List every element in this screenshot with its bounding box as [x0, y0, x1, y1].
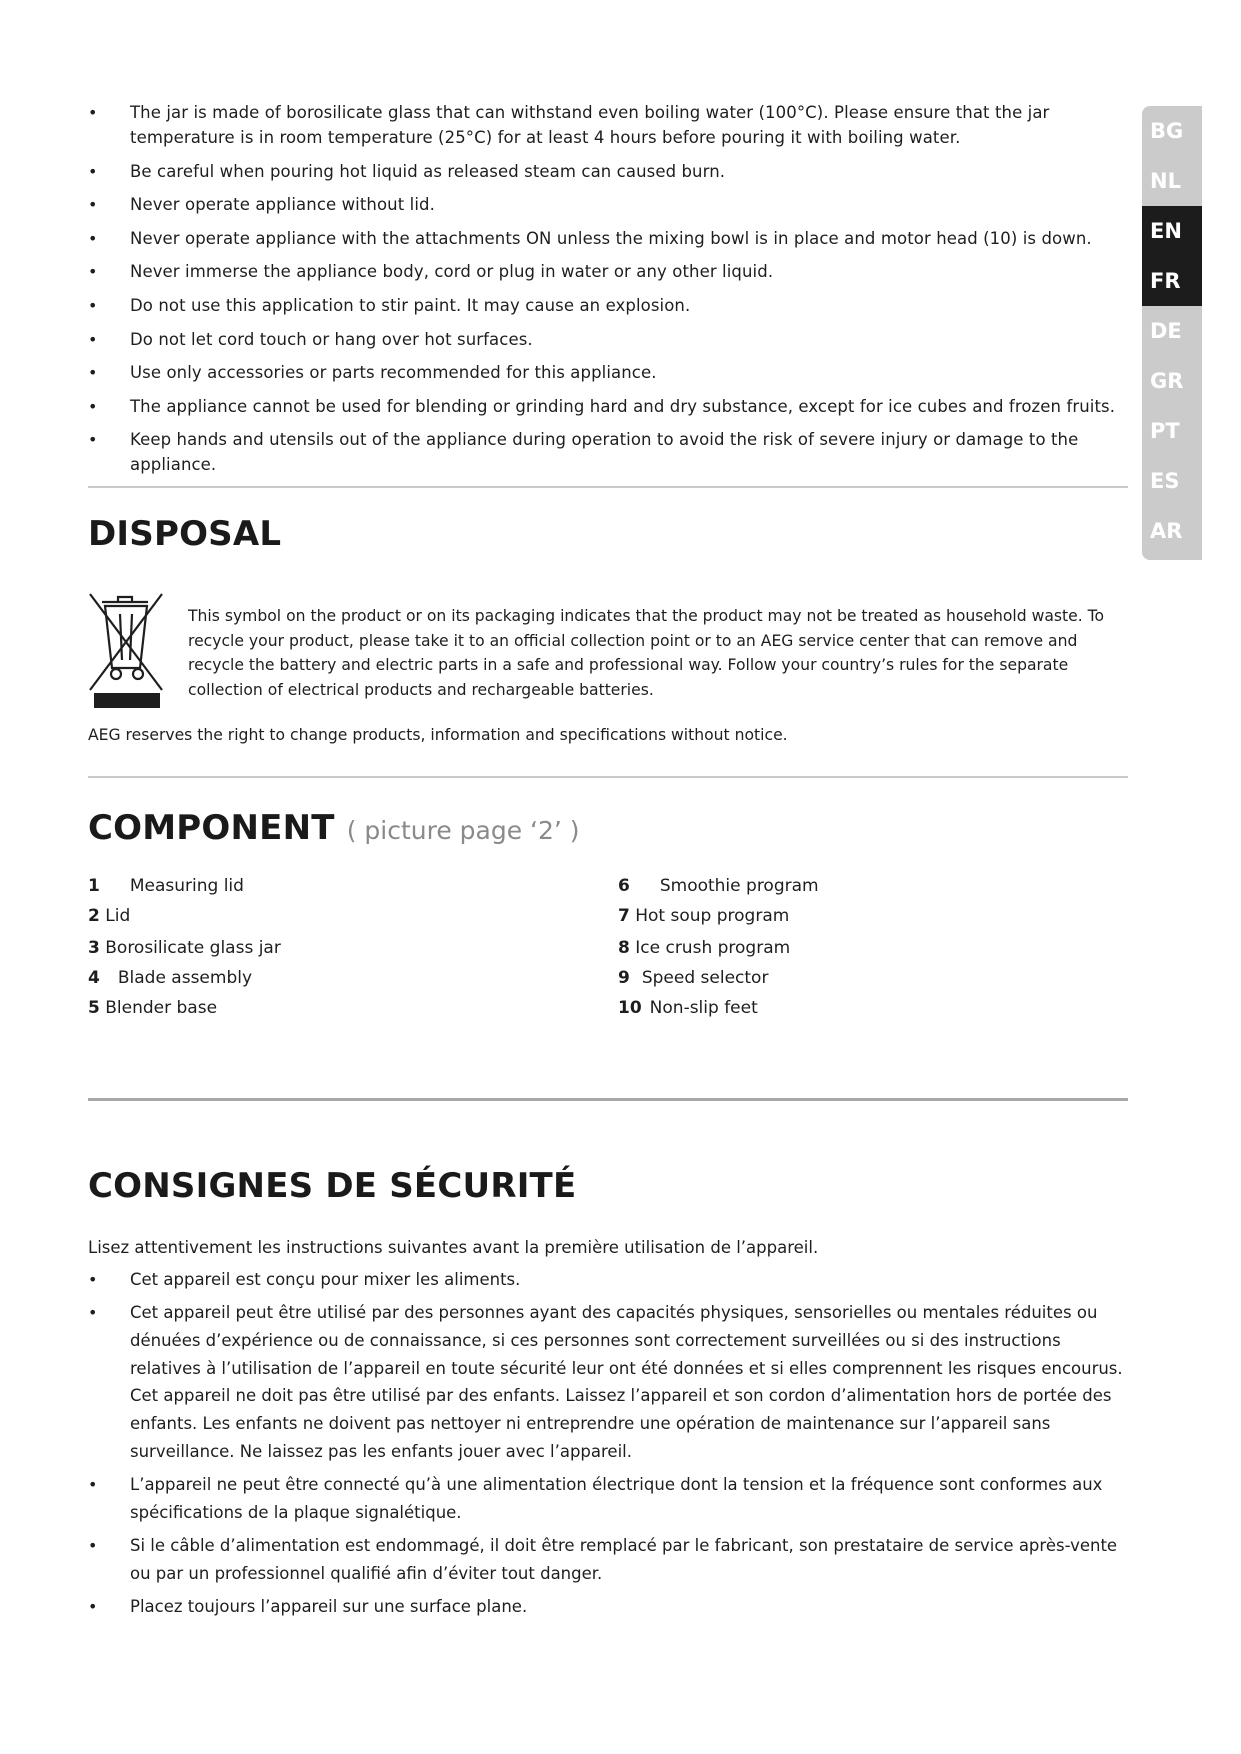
safety-bullet: • Do not use this application to stir paint. It may cause an explosion.	[88, 293, 1128, 318]
safety-bullet: • Use only accessories or parts recommended for this appliance.	[88, 360, 1128, 385]
component-item: 3 Borosilicate glass jar	[88, 938, 281, 958]
component-title: COMPONENT	[88, 808, 335, 848]
weee-crossed-bin-icon	[88, 592, 164, 710]
safety-bullet: • Placez toujours l’appareil sur une surface plane.	[88, 1593, 1128, 1621]
component-item: 9 Speed selector	[618, 968, 769, 988]
safety-bullet: • Cet appareil peut être utilisé par des personnes ayant des capacités physiques, sensorielles ou mentales réduites ou dénuées d’expérience ou de connaissance, si ces personnes sont correctement surveillées ou si des instructions relatives à l’utilisation de l’appareil en toute sécurité leur ont été données et si elles comprennent les risques encourus. Cet appareil ne doit pas être utilisé par des enfants. Laissez l’appareil et son cordon d’alimentation hors de portée des enfants. Les enfants ne doivent pas nettoyer ni entreprendre une opération de maintenance sur l’appareil sans surveillance. Ne laissez pas les enfants jouer avec l’appareil.	[88, 1299, 1128, 1465]
component-item: 10 Non-slip feet	[618, 998, 758, 1018]
component-subheading: ( picture page ‘2’ )	[346, 816, 580, 845]
lang-tab-en[interactable]: EN	[1142, 206, 1202, 256]
section-divider	[88, 1098, 1128, 1101]
lang-tab-gr[interactable]: GR	[1150, 369, 1184, 393]
lang-tab-bg[interactable]: BG	[1150, 119, 1184, 143]
lang-tab-nl[interactable]: NL	[1150, 169, 1181, 193]
component-item: 7 Hot soup program	[618, 906, 790, 926]
component-item: 5 Blender base	[88, 998, 218, 1018]
safety-bullet: • Keep hands and utensils out of the appliance during operation to avoid the risk of severe injury or damage to the appliance.	[88, 427, 1128, 477]
lang-tab-de[interactable]: DE	[1150, 319, 1182, 343]
french-safety-list	[88, 1266, 1128, 1626]
safety-bullet: • Be careful when pouring hot liquid as released steam can caused burn.	[88, 159, 1128, 184]
french-safety-intro: Lisez attentivement les instructions suivantes avant la première utilisation de l’appareil.	[88, 1238, 819, 1257]
component-item: 8 Ice crush program	[618, 938, 791, 958]
section-divider	[88, 486, 1128, 488]
safety-bullet: • The appliance cannot be used for blending or grinding hard and dry substance, except for ice cubes and frozen fruits.	[88, 394, 1128, 419]
lang-tab-es[interactable]: ES	[1150, 469, 1180, 493]
disposal-block	[88, 592, 1128, 712]
component-heading	[88, 808, 580, 848]
lang-tab-fr[interactable]: FR	[1142, 256, 1202, 306]
safety-bullet: • Cet appareil est conçu pour mixer les aliments.	[88, 1266, 1128, 1294]
safety-bullet: • Do not let cord touch or hang over hot surfaces.	[88, 327, 1128, 352]
disposal-heading: DISPOSAL	[88, 514, 282, 554]
component-item: 1 Measuring lid	[88, 876, 244, 896]
disposal-description: This symbol on the product or on its packaging indicates that the product may not be treated as household waste. To recycle your product, please take it to an official collection point or to an AEG service center that can remove and recycle the battery and electric parts in a safe and professional way. Follow your country’s rules for the separate collection of electrical products and rechargeable batteries.	[188, 607, 1105, 699]
safety-bullet: • Never immerse the appliance body, cord or plug in water or any other liquid.	[88, 259, 1128, 284]
safety-bullet: • Never operate appliance without lid.	[88, 192, 1128, 217]
component-item: 4 Blade assembly	[88, 968, 253, 988]
english-safety-list	[88, 100, 1128, 486]
component-item: 6 Smoothie program	[618, 876, 819, 896]
french-safety-heading: CONSIGNES DE SÉCURITÉ	[88, 1166, 577, 1206]
lang-tab-pt[interactable]: PT	[1150, 419, 1180, 443]
aeg-notice: AEG reserves the right to change products, information and specifications without notice.	[88, 726, 788, 744]
safety-bullet: • L’appareil ne peut être connecté qu’à une alimentation électrique dont la tension et la fréquence sont conformes aux spécifications de la plaque signalétique.	[88, 1471, 1128, 1526]
safety-bullet: • Never operate appliance with the attachments ON unless the mixing bowl is in place and motor head (10) is down.	[88, 226, 1128, 251]
language-tabs	[1142, 106, 1202, 560]
component-item: 2 Lid	[88, 906, 131, 926]
section-divider	[88, 776, 1128, 778]
safety-bullet: • Si le câble d’alimentation est endommagé, il doit être remplacé par le fabricant, son prestataire de service après-vente ou par un professionnel qualifié afin d’éviter tout danger.	[88, 1532, 1128, 1587]
lang-tab-ar[interactable]: AR	[1150, 519, 1183, 543]
safety-bullet: • The jar is made of borosilicate glass that can withstand even boiling water (100°C). Please ensure that the jar temperature is in room temperature (25°C) for at least 4 hours before pouring it with boiling water.	[88, 100, 1128, 150]
